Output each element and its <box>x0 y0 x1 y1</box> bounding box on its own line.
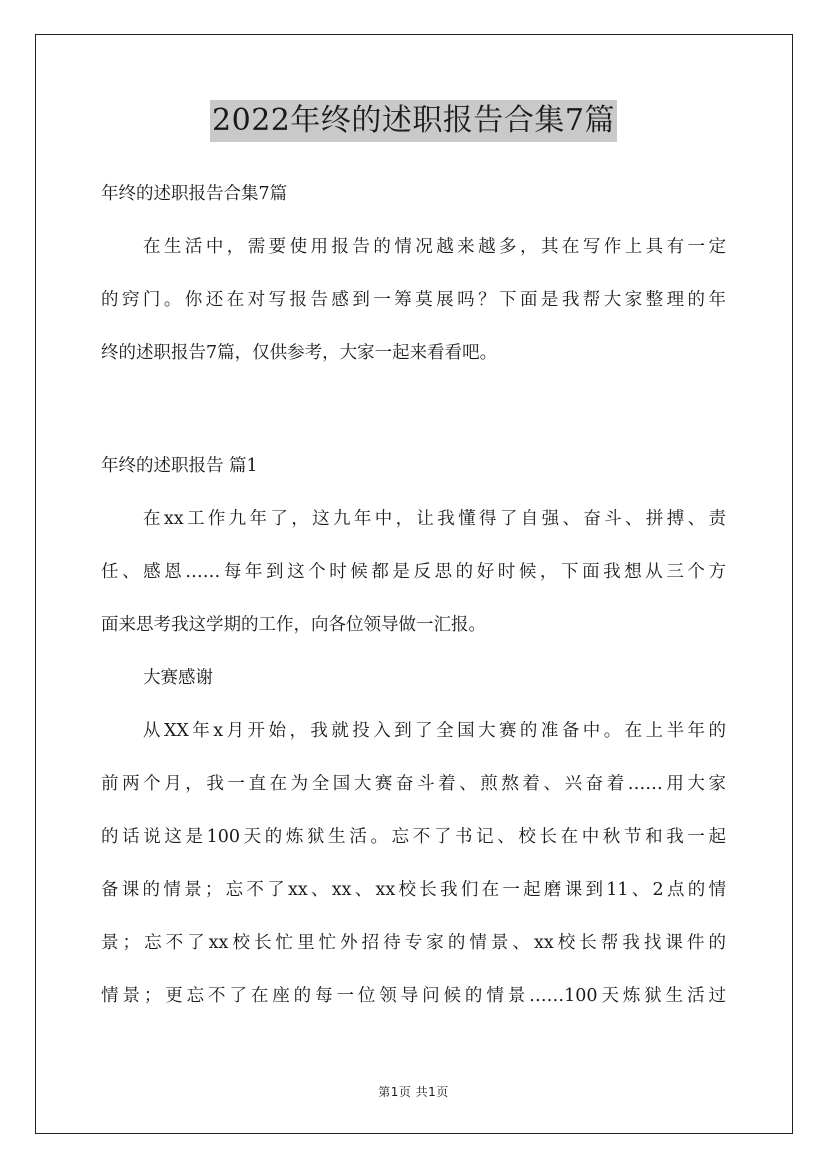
title-container <box>0 100 827 142</box>
intro-line: 终的述职报告7篇，仅供参考，大家一起来看看吧。 <box>101 343 498 363</box>
paragraph-line: 面来思考我这学期的工作，向各位领导做一汇报。 <box>101 615 486 635</box>
document-body <box>101 176 726 1031</box>
intro-line: 的窍门。你还在对写报告感到一筹莫展吗？下面是我帮大家整理的年 <box>101 290 726 310</box>
section-spacer <box>101 388 726 448</box>
document-subtitle: 年终的述职报告合集7篇 <box>101 184 288 204</box>
section-heading: 年终的述职报告 篇1 <box>101 456 258 476</box>
paragraph-line: 前两个月，我一直在为全国大赛奋斗着、煎熬着、兴奋着……用大家 <box>101 774 726 794</box>
page-footer: 第1页 共1页 <box>378 1085 449 1099</box>
paragraph-line: 备课的情景；忘不了xx、xx、xx校长我们在一起磨课到11、2点的情 <box>101 880 726 900</box>
document-title: 2022年终的述职报告合集7篇 <box>210 100 617 142</box>
paragraph-line: 从XX年x月开始，我就投入到了全国大赛的准备中。在上半年的 <box>143 721 726 741</box>
sub-heading: 大赛感谢 <box>143 668 213 688</box>
paragraph-line: 景；忘不了xx校长忙里忙外招待专家的情景、xx校长帮我找课件的 <box>101 933 726 953</box>
paragraph-line: 的话说这是100天的炼狱生活。忘不了书记、校长在中秋节和我一起 <box>101 827 726 847</box>
paragraph-line: 情景；更忘不了在座的每一位领导问候的情景……100天炼狱生活过 <box>101 986 726 1006</box>
intro-line: 在生活中，需要使用报告的情况越来越多，其在写作上具有一定 <box>143 237 726 257</box>
paragraph-line: 在xx工作九年了，这九年中，让我懂得了自强、奋斗、拼搏、责 <box>143 509 726 529</box>
paragraph-line: 任、感恩……每年到这个时候都是反思的好时候，下面我想从三个方 <box>101 562 726 582</box>
